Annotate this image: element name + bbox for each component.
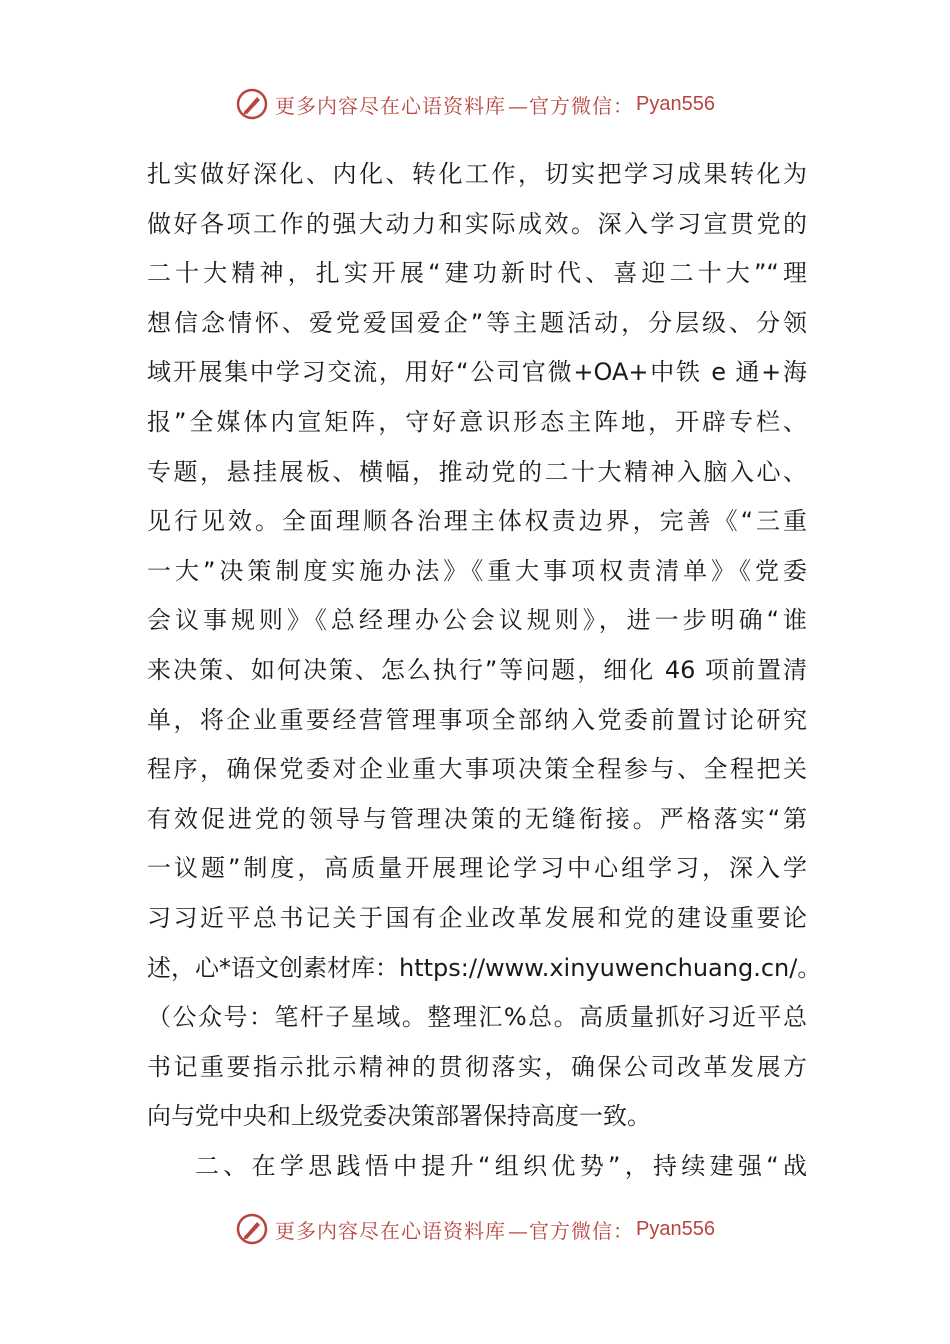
body-line-6: 报”全媒体内宣矩阵，守好意识形态主阵地，开辟专栏、 [147,407,807,436]
body-line-15: 一议题”制度，高质量开展理论学习中心组学习，深入学 [147,854,807,883]
banner-sub-text: —官方微信： [508,1218,635,1243]
body-line-12: 单，将企业重要经营管理事项全部纳入党委前置讨论研究 [147,705,807,734]
banner-sub-text: —官方微信： [508,93,635,118]
body-line-19: 书记重要指示批示精神的贯彻落实，确保公司改革发展方 [147,1052,807,1081]
banner-wechat-id: Pyan556 [636,1217,715,1240]
body-line-18: （公众号：笔杆子星域。整理汇%总。高质量抓好习近平总 [147,1003,807,1032]
body-line-20: 向与党中央和上级党委决策部署保持高度一致。 [147,1102,651,1131]
body-line-1: 扎实做好深化、内化、转化工作，切实把学习成果转化为 [147,160,807,188]
header-watermark-banner [0,84,950,124]
footer-watermark-banner [0,1209,950,1249]
body-line-11: 来决策、如何决策、怎么执行”等问题，细化 46 项前置清 [147,655,807,684]
document-body [147,150,822,1191]
section-heading-line: 二、在学思践悟中提升“组织优势”，持续建强“战 [195,1151,807,1180]
banner-main-text: 更多内容尽在心语资料库 [275,1218,507,1243]
body-line-5: 域开展集中学习交流，用好“公司官微+OA+中铁 e 通+海 [147,358,807,387]
body-line-7: 专题，悬挂展板、横幅，推动党的二十大精神入脑入心、 [147,457,807,486]
body-line-13: 程序，确保党委对企业重大事项决策全程参与、全程把关 [147,755,807,784]
body-line-17: 述，心*语文创素材库：https://www.xinyuwenchuang.cn/。 [147,953,822,982]
body-line-14: 有效促进党的领导与管理决策的无缝衔接。严格落实“第 [147,804,807,833]
pen-logo-icon [235,87,269,121]
body-line-2: 做好各项工作的强大动力和实际成效。深入学习宣贯党的 [147,209,807,238]
banner-wechat-id: Pyan556 [636,92,715,115]
body-line-8: 见行见效。全面理顺各治理主体权责边界，完善《“三重 [147,507,807,536]
body-line-3: 二十大精神，扎实开展“建功新时代、喜迎二十大”“理 [147,259,807,288]
body-line-4: 想信念情怀、爱党爱国爱企”等主题活动，分层级、分领 [147,308,807,337]
banner-main-text: 更多内容尽在心语资料库 [275,93,507,118]
body-line-16: 习习近平总书记关于国有企业改革发展和党的建设重要论 [147,903,807,932]
pen-logo-icon [235,1212,269,1246]
body-line-9: 一大”决策制度实施办法》《重大事项权责清单》《党委 [147,556,807,585]
body-line-10: 会议事规则》《总经理办公会议规则》，进一步明确“谁 [147,606,807,635]
